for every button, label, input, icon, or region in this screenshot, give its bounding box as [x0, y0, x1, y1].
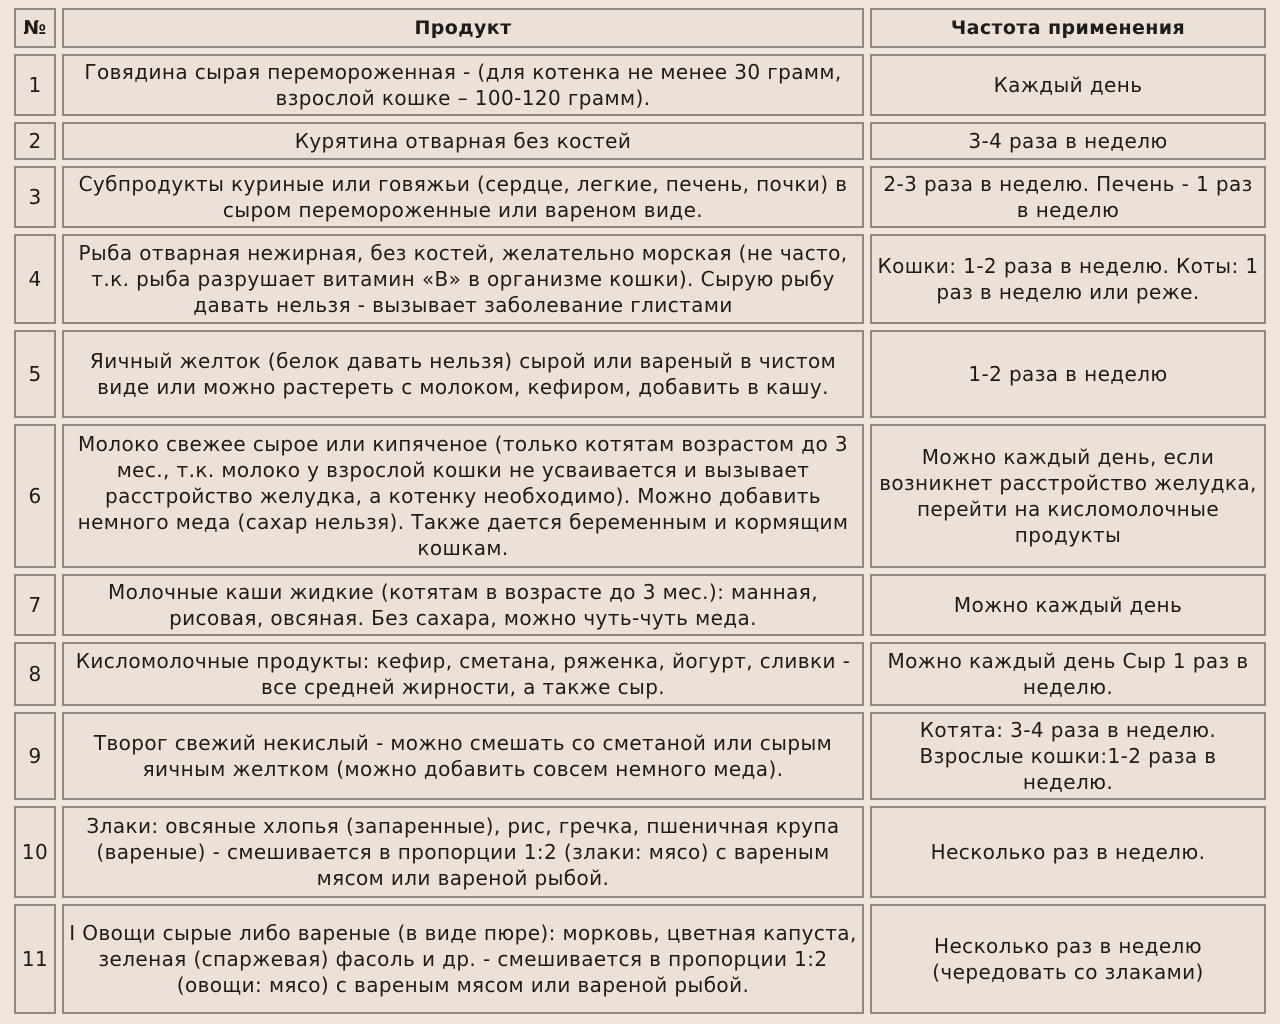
row-product: Кисломолочные продукты: кефир, сметана, ряженка, йогурт, сливки - все средней жирности, а также сыр. — [62, 642, 864, 706]
table-row — [14, 642, 1266, 706]
row-num: 8 — [14, 642, 56, 706]
header-num: № — [14, 8, 56, 48]
row-product: Субпродукты куриные или говяжьи (сердце, легкие, печень, почки) в сыром перемороженные или вареном виде. — [62, 166, 864, 228]
row-num: 7 — [14, 574, 56, 636]
table-row — [14, 166, 1266, 228]
row-product: Злаки: овсяные хлопья (запаренные), рис, гречка, пшеничная крупа (вареные) - смешивается в пропорции 1:2 (злаки: мясо) с вареным мясом или вареной рыбой. — [62, 806, 864, 898]
header-frequency: Частота применения — [870, 8, 1266, 48]
row-product: Говядина сырая перемороженная - (для котенка не менее 30 грамм, взрослой кошке – 100-120 грамм). — [62, 54, 864, 116]
row-num: 1 — [14, 54, 56, 116]
row-num: 2 — [14, 122, 56, 160]
row-frequency: Кошки: 1-2 раза в неделю. Коты: 1 раз в неделю или реже. — [870, 234, 1266, 324]
table-row — [14, 234, 1266, 324]
row-product: Молочные каши жидкие (котятам в возрасте до 3 мес.): манная, рисовая, овсяная. Без сахара, можно чуть-чуть меда. — [62, 574, 864, 636]
row-frequency: 3-4 раза в неделю — [870, 122, 1266, 160]
row-frequency: Несколько раз в неделю (чередовать со злаками) — [870, 904, 1266, 1014]
table-row — [14, 806, 1266, 898]
row-frequency: Котята: 3-4 раза в неделю. Взрослые кошки:1-2 раза в неделю. — [870, 712, 1266, 800]
row-frequency: 1-2 раза в неделю — [870, 330, 1266, 418]
row-product: Курятина отварная без костей — [62, 122, 864, 160]
header-product: Продукт — [62, 8, 864, 48]
header-row — [14, 8, 1266, 48]
row-num: 10 — [14, 806, 56, 898]
row-product: I Овощи сырые либо вареные (в виде пюре): морковь, цветная капуста, зеленая (спаржевая) фасоль и др. - смешивается в пропорции 1:2 (овощи: мясо) с вареным мясом или вареной рыбой. — [62, 904, 864, 1014]
row-num: 3 — [14, 166, 56, 228]
row-product: Рыба отварная нежирная, без костей, желательно морская (не часто, т.к. рыба разрушает витамин «В» в организме кошки). Сырую рыбу давать нельзя - вызывает заболевание глистами — [62, 234, 864, 324]
row-num: 5 — [14, 330, 56, 418]
row-product: Яичный желток (белок давать нельзя) сырой или вареный в чистом виде или можно растереть с молоком, кефиром, добавить в кашу. — [62, 330, 864, 418]
row-num: 9 — [14, 712, 56, 800]
table-row — [14, 122, 1266, 160]
row-frequency: Можно каждый день, если возникнет расстройство желудка, перейти на кисломолочные продукты — [870, 424, 1266, 568]
row-num: 6 — [14, 424, 56, 568]
feeding-table — [8, 2, 1272, 1020]
row-frequency: Можно каждый день — [870, 574, 1266, 636]
table-row — [14, 54, 1266, 116]
row-product: Творог свежий некислый - можно смешать со сметаной или сырым яичным желтком (можно добавить совсем немного меда). — [62, 712, 864, 800]
table-row — [14, 574, 1266, 636]
table-row — [14, 712, 1266, 800]
table-row — [14, 424, 1266, 568]
table-row — [14, 904, 1266, 1014]
table-row — [14, 330, 1266, 418]
row-frequency: Можно каждый день Сыр 1 раз в неделю. — [870, 642, 1266, 706]
row-frequency: 2-3 раза в неделю. Печень - 1 раз в неделю — [870, 166, 1266, 228]
row-frequency: Каждый день — [870, 54, 1266, 116]
row-frequency: Несколько раз в неделю. — [870, 806, 1266, 898]
row-num: 11 — [14, 904, 56, 1014]
row-product: Молоко свежее сырое или кипяченое (только котятам возрастом до 3 мес., т.к. молоко у взрослой кошки не усваивается и вызывает расстройство желудка, а котенку необходимо). Можно добавить немного меда (сахар нельзя). Также дается беременным и кормящим кошкам. — [62, 424, 864, 568]
row-num: 4 — [14, 234, 56, 324]
